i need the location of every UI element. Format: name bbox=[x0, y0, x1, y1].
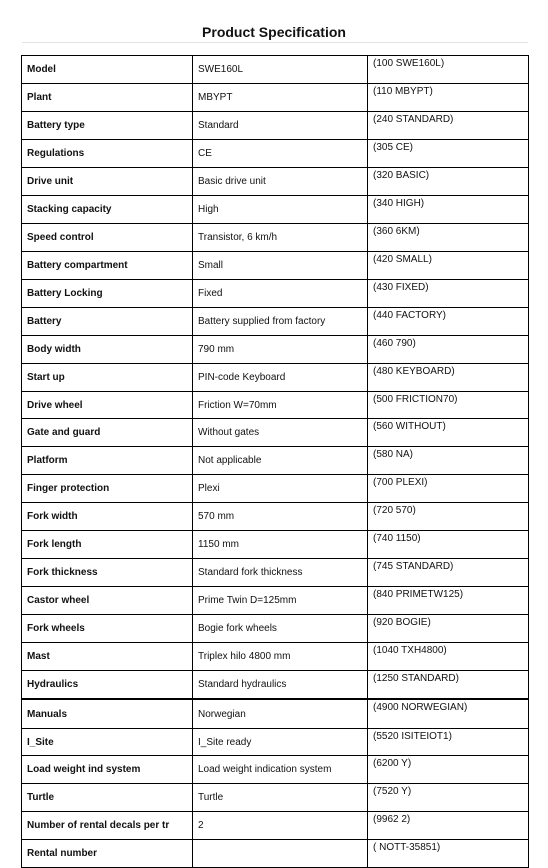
spec-value: High bbox=[193, 196, 368, 224]
spec-code: (430 FIXED) bbox=[368, 280, 529, 308]
spec-label: Fork width bbox=[22, 503, 193, 531]
spec-value bbox=[193, 840, 368, 868]
table-row bbox=[22, 643, 529, 671]
spec-value: Transistor, 6 km/h bbox=[193, 224, 368, 252]
spec-label: Fork wheels bbox=[22, 615, 193, 643]
spec-label: Rental number bbox=[22, 840, 193, 868]
table-row bbox=[22, 784, 529, 812]
spec-label: Mast bbox=[22, 643, 193, 671]
spec-table bbox=[21, 55, 529, 868]
spec-code: (7520 Y) bbox=[368, 784, 529, 812]
spec-code: (720 570) bbox=[368, 503, 529, 531]
table-row bbox=[22, 531, 529, 559]
table-row bbox=[22, 84, 529, 112]
table-row bbox=[22, 364, 529, 392]
spec-label: Finger protection bbox=[22, 475, 193, 503]
spec-value: Fixed bbox=[193, 280, 368, 308]
spec-code: (320 BASIC) bbox=[368, 168, 529, 196]
table-row bbox=[22, 336, 529, 364]
spec-code: (700 PLEXI) bbox=[368, 475, 529, 503]
table-row bbox=[22, 503, 529, 531]
spec-label: Castor wheel bbox=[22, 587, 193, 615]
spec-value: 790 mm bbox=[193, 336, 368, 364]
spec-value: Triplex hilo 4800 mm bbox=[193, 643, 368, 671]
spec-code: (500 FRICTION70) bbox=[368, 392, 529, 419]
table-row bbox=[22, 840, 529, 868]
spec-code: (110 MBYPT) bbox=[368, 84, 529, 112]
spec-value: Prime Twin D=125mm bbox=[193, 587, 368, 615]
spec-value: Turtle bbox=[193, 784, 368, 812]
spec-label: Model bbox=[22, 56, 193, 84]
table-row bbox=[22, 308, 529, 336]
table-row bbox=[22, 699, 529, 729]
spec-code: (580 NA) bbox=[368, 447, 529, 475]
table-row bbox=[22, 587, 529, 615]
table-row bbox=[22, 280, 529, 308]
spec-label: Drive wheel bbox=[22, 392, 193, 419]
table-row bbox=[22, 812, 529, 840]
spec-label: I_Site bbox=[22, 729, 193, 756]
spec-label: Fork length bbox=[22, 531, 193, 559]
spec-code: (440 FACTORY) bbox=[368, 308, 529, 336]
table-row bbox=[22, 729, 529, 756]
spec-label: Plant bbox=[22, 84, 193, 112]
spec-code: (740 1150) bbox=[368, 531, 529, 559]
spec-value: Not applicable bbox=[193, 447, 368, 475]
spec-code: (460 790) bbox=[368, 336, 529, 364]
spec-value: Small bbox=[193, 252, 368, 280]
spec-value: Bogie fork wheels bbox=[193, 615, 368, 643]
spec-value: MBYPT bbox=[193, 84, 368, 112]
spec-code: (9962 2) bbox=[368, 812, 529, 840]
spec-code: (560 WITHOUT) bbox=[368, 419, 529, 447]
spec-label: Battery Locking bbox=[22, 280, 193, 308]
spec-code: (340 HIGH) bbox=[368, 196, 529, 224]
spec-value: Battery supplied from factory bbox=[193, 308, 368, 336]
spec-label: Platform bbox=[22, 447, 193, 475]
page-title: Product Specification bbox=[202, 24, 346, 40]
spec-value: Load weight indication system bbox=[193, 756, 368, 784]
spec-value: Plexi bbox=[193, 475, 368, 503]
table-row bbox=[22, 112, 529, 140]
spec-value: Standard hydraulics bbox=[193, 671, 368, 700]
spec-value: 570 mm bbox=[193, 503, 368, 531]
spec-value: Standard fork thickness bbox=[193, 559, 368, 587]
table-row bbox=[22, 196, 529, 224]
spec-code: (240 STANDARD) bbox=[368, 112, 529, 140]
spec-label: Battery compartment bbox=[22, 252, 193, 280]
spec-code: (1040 TXH4800) bbox=[368, 643, 529, 671]
table-row bbox=[22, 224, 529, 252]
spec-code: (100 SWE160L) bbox=[368, 56, 529, 84]
spec-code: (305 CE) bbox=[368, 140, 529, 168]
table-row bbox=[22, 559, 529, 587]
title-divider bbox=[22, 42, 528, 43]
spec-label: Speed control bbox=[22, 224, 193, 252]
table-row bbox=[22, 419, 529, 447]
table-row bbox=[22, 56, 529, 84]
spec-value: 1150 mm bbox=[193, 531, 368, 559]
spec-code: (480 KEYBOARD) bbox=[368, 364, 529, 392]
spec-value: Basic drive unit bbox=[193, 168, 368, 196]
spec-label: Body width bbox=[22, 336, 193, 364]
spec-code: (6200 Y) bbox=[368, 756, 529, 784]
spec-value: Without gates bbox=[193, 419, 368, 447]
spec-code: (745 STANDARD) bbox=[368, 559, 529, 587]
spec-code: ( NOTT-35851) bbox=[368, 840, 529, 868]
spec-value: Friction W=70mm bbox=[193, 392, 368, 419]
spec-label: Fork thickness bbox=[22, 559, 193, 587]
spec-label: Manuals bbox=[22, 699, 193, 729]
spec-code: (1250 STANDARD) bbox=[368, 671, 529, 700]
spec-code: (5520 ISITEIOT1) bbox=[368, 729, 529, 756]
table-row bbox=[22, 392, 529, 419]
spec-label: Regulations bbox=[22, 140, 193, 168]
spec-label: Hydraulics bbox=[22, 671, 193, 700]
spec-label: Number of rental decals per tr bbox=[22, 812, 193, 840]
spec-value: 2 bbox=[193, 812, 368, 840]
spec-label: Start up bbox=[22, 364, 193, 392]
spec-code: (920 BOGIE) bbox=[368, 615, 529, 643]
spec-label: Stacking capacity bbox=[22, 196, 193, 224]
table-row bbox=[22, 252, 529, 280]
table-row bbox=[22, 671, 529, 700]
spec-value: Norwegian bbox=[193, 699, 368, 729]
spec-value: CE bbox=[193, 140, 368, 168]
table-row bbox=[22, 447, 529, 475]
spec-code: (360 6KM) bbox=[368, 224, 529, 252]
table-row bbox=[22, 475, 529, 503]
spec-label: Turtle bbox=[22, 784, 193, 812]
table-row bbox=[22, 168, 529, 196]
spec-label: Gate and guard bbox=[22, 419, 193, 447]
spec-code: (4900 NORWEGIAN) bbox=[368, 699, 529, 729]
spec-label: Drive unit bbox=[22, 168, 193, 196]
spec-label: Load weight ind system bbox=[22, 756, 193, 784]
spec-code: (420 SMALL) bbox=[368, 252, 529, 280]
table-row bbox=[22, 615, 529, 643]
spec-label: Battery bbox=[22, 308, 193, 336]
spec-value: Standard bbox=[193, 112, 368, 140]
spec-value: I_Site ready bbox=[193, 729, 368, 756]
spec-value: PIN-code Keyboard bbox=[193, 364, 368, 392]
spec-code: (840 PRIMETW125) bbox=[368, 587, 529, 615]
spec-label: Battery type bbox=[22, 112, 193, 140]
table-row bbox=[22, 756, 529, 784]
table-row bbox=[22, 140, 529, 168]
spec-value: SWE160L bbox=[193, 56, 368, 84]
